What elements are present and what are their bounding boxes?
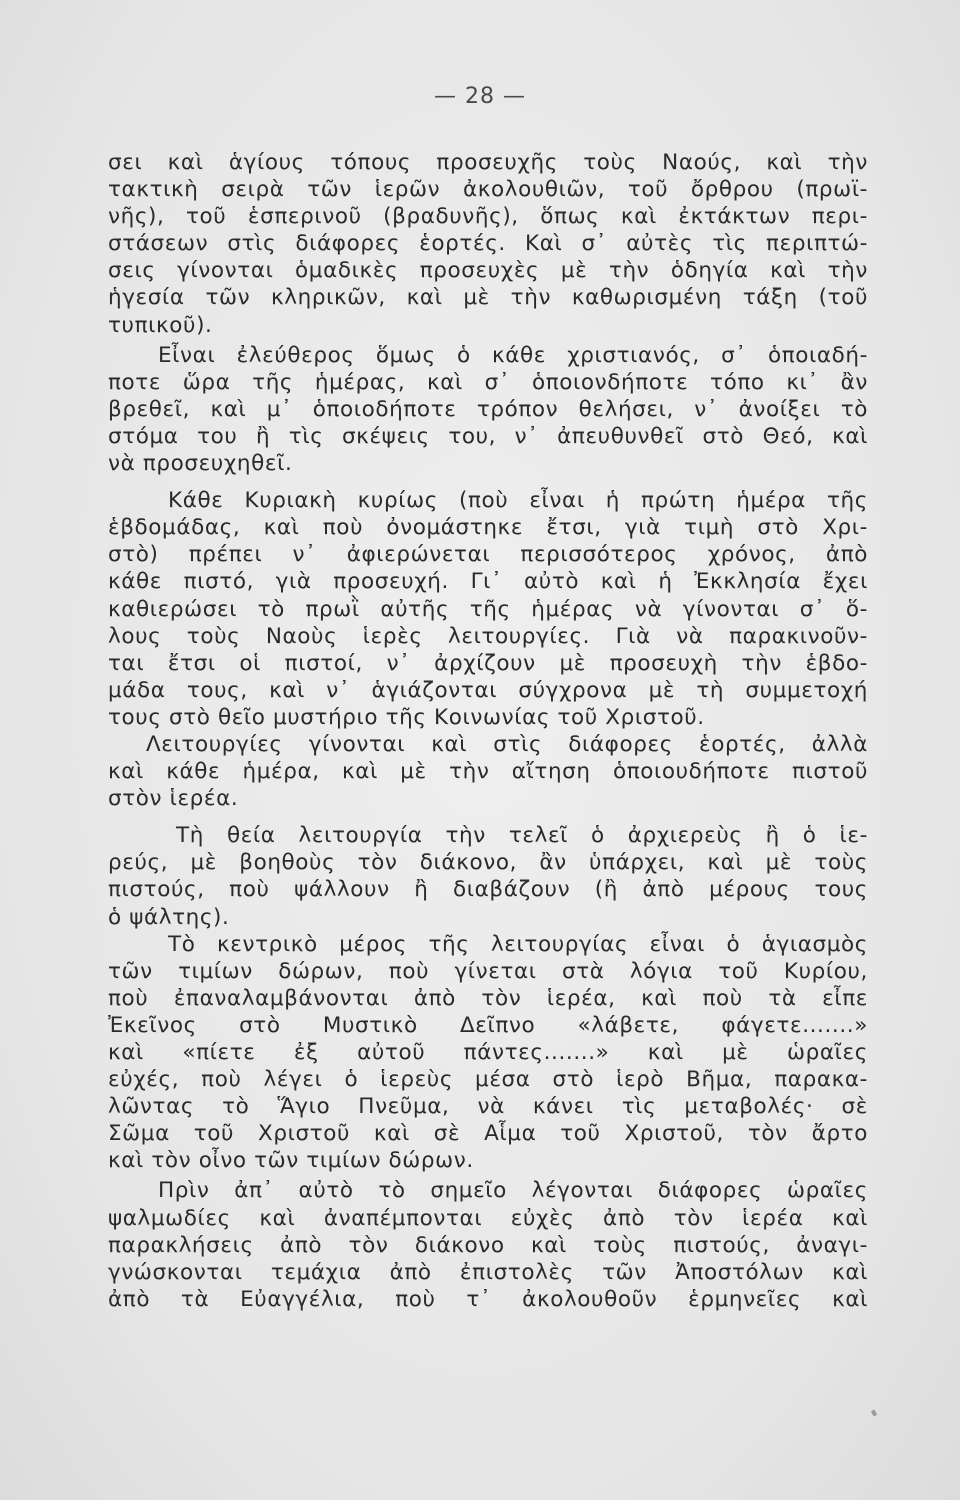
- text-line: γνώσκονται τεμάχια ἀπὸ ἐπιστολὲς τῶν Ἀποστόλων καὶ: [108, 1259, 868, 1285]
- text-line: σεις γίνονται ὁμαδικὲς προσευχὲς μὲ τὴν ὁδηγία καὶ τὴν: [108, 258, 868, 284]
- text-line: ποὺ ἐπαναλαμβάνονται ἀπὸ τὸν ἱερέα, καὶ ποὺ τὰ εἶπε: [108, 985, 868, 1011]
- text-line: κάθε πιστό, γιὰ προσευχή. Γι᾽ αὐτὸ καὶ ἡ Ἐκκλησία ἔχει: [108, 569, 868, 595]
- text-line: τακτικὴ σειρὰ τῶν ἱερῶν ἀκολουθιῶν, τοῦ ὄρθρου (πρωϊ-: [108, 177, 868, 203]
- text-line: καὶ «πίετε ἐξ αὐτοῦ πάντες.......» καὶ μὲ ὡραῖες: [108, 1040, 868, 1065]
- text-line: στὸ) πρέπει ν᾽ ἀφιερώνεται περισσότερος χρόνος, ἀπὸ: [108, 542, 868, 568]
- text-line: Σῶμα τοῦ Χριστοῦ καὶ σὲ Αἷμα τοῦ Χριστοῦ, τὸν ἄρτο: [108, 1121, 868, 1147]
- text-line: σει καὶ ἁγίους τόπους προσευχῆς τοὺς Ναούς, καὶ τὴν: [108, 150, 868, 175]
- paragraph-7: [108, 1177, 868, 1312]
- text-line: στόμα του ἢ τὶς σκέψεις του, ν᾽ ἀπευθυνθεῖ στὸ Θεό, καὶ: [108, 423, 868, 449]
- text-line: Πρὶν ἀπ᾽ αὐτὸ τὸ σημεῖο λέγονται διάφορες ὡραῖες: [158, 1178, 868, 1204]
- text-line: στὸν ἱερέα.: [108, 786, 239, 812]
- text-line: ὁ ψάλτης).: [108, 904, 230, 930]
- scan-speck: [871, 1409, 877, 1416]
- text-line: λους τοὺς Ναοὺς ἱερὲς λειτουργίες. Γιὰ νὰ παρακινοῦν-: [108, 623, 868, 649]
- text-line: νὰ προσευχηθεῖ.: [108, 451, 293, 477]
- text-line: βρεθεῖ, καὶ μ᾽ ὁποιοδήποτε τρόπον θελήσει, ν᾽ ἀνοίξει τὸ: [108, 396, 868, 422]
- text-line: λῶντας τὸ Ἅγιο Πνεῦμα, νὰ κάνει τὶς μεταβολές· σὲ: [108, 1094, 868, 1120]
- text-line: τῶν τιμίων δώρων, ποὺ γίνεται στὰ λόγια τοῦ Κυρίου,: [108, 958, 868, 984]
- text-line: στάσεων στὶς διάφορες ἑορτές. Καὶ σ᾽ αὐτὲς τὶς περιπτώ-: [108, 231, 868, 257]
- paragraph-6: [108, 931, 868, 1175]
- text-line: καθιερώσει τὸ πρωῒ αὐτῆς τῆς ἡμέρας νὰ γίνονται σ᾽ ὅ-: [108, 596, 868, 622]
- text-line: Τὸ κεντρικὸ μέρος τῆς λειτουργίας εἶναι ὁ ἁγιασμὸς: [168, 931, 868, 957]
- text-line: καὶ κάθε ἡμέρα, καὶ μὲ τὴν αἴτηση ὁποιουδήποτε πιστοῦ: [108, 759, 868, 785]
- text-line: ἀπὸ τὰ Εὐαγγέλια, ποὺ τ᾽ ἀκολουθοῦν ἑρμηνεῖες καὶ: [108, 1286, 868, 1312]
- text-line: Εἶναι ἐλεύθερος ὅμως ὁ κάθε χριστιανός, σ᾽ ὁποιαδή-: [158, 342, 868, 368]
- text-line: ρεύς, μὲ βοηθοὺς τὸν διάκονο, ἂν ὑπάρχει, καὶ μὲ τοὺς: [108, 850, 868, 876]
- paragraph-2: [108, 342, 868, 477]
- text-line: παρακλήσεις ἀπὸ τὸν διάκονο καὶ τοὺς πιστούς, ἀναγι-: [108, 1232, 868, 1258]
- paragraph-1: [108, 149, 868, 339]
- text-line: ποτε ὥρα τῆς ἡμέρας, καὶ σ᾽ ὁποιονδήποτε τόπο κι᾽ ἂν: [108, 369, 868, 395]
- text-line: Ἐκεῖνος στὸ Μυστικὸ Δεῖπνο «λάβετε, φάγετε.......»: [108, 1012, 868, 1038]
- body-text: [108, 149, 868, 1313]
- text-line: πιστούς, ποὺ ψάλλουν ἢ διαβάζουν (ἢ ἀπὸ μέρους τους: [108, 877, 868, 903]
- text-line: ψαλμωδίες καὶ ἀναπέμπονται εὐχὲς ἀπὸ τὸν ἱερέα καὶ: [108, 1205, 868, 1231]
- text-line: ται ἔτσι οἱ πιστοί, ν᾽ ἀρχίζουν μὲ προσευχὴ τὴν ἑβδο-: [108, 650, 868, 676]
- text-line: τους στὸ θεῖο μυστήριο τῆς Κοινωνίας τοῦ Χριστοῦ.: [108, 704, 705, 730]
- text-line: ἑβδομάδας, καὶ ποὺ ὀνομάστηκε ἔτσι, γιὰ τιμὴ στὸ Χρι-: [108, 515, 868, 541]
- text-line: τυπικοῦ).: [108, 312, 213, 338]
- text-line: νῆς), τοῦ ἑσπερινοῦ (βραδυνῆς), ὅπως καὶ ἐκτάκτων περι-: [108, 204, 868, 230]
- text-line: Λειτουργίες γίνονται καὶ στὶς διάφορες ἑορτές, ἀλλὰ: [146, 731, 868, 757]
- text-line: εὐχές, ποὺ λέγει ὁ ἱερεὺς μέσα στὸ ἱερὸ Βῆμα, παρακα-: [108, 1067, 868, 1093]
- text-line: καὶ τὸν οἶνο τῶν τιμίων δώρων.: [108, 1148, 474, 1174]
- paragraph-3: [108, 487, 868, 731]
- text-line: Τὴ θεία λειτουργία τὴν τελεῖ ὁ ἀρχιερεὺς ἢ ὁ ἱε-: [176, 823, 868, 849]
- text-line: Κάθε Κυριακὴ κυρίως (ποὺ εἶναι ἡ πρώτη ἡμέρα τῆς: [168, 488, 868, 514]
- paragraph-5: [108, 822, 868, 930]
- text-line: ἡγεσία τῶν κληρικῶν, καὶ μὲ τὴν καθωρισμένη τάξη (τοῦ: [108, 285, 868, 311]
- paragraph-4: [108, 731, 868, 812]
- page-number: — 28 —: [434, 84, 526, 109]
- text-line: μάδα τους, καὶ ν᾽ ἁγιάζονται σύγχρονα μὲ τὴ συμμετοχή: [108, 677, 868, 703]
